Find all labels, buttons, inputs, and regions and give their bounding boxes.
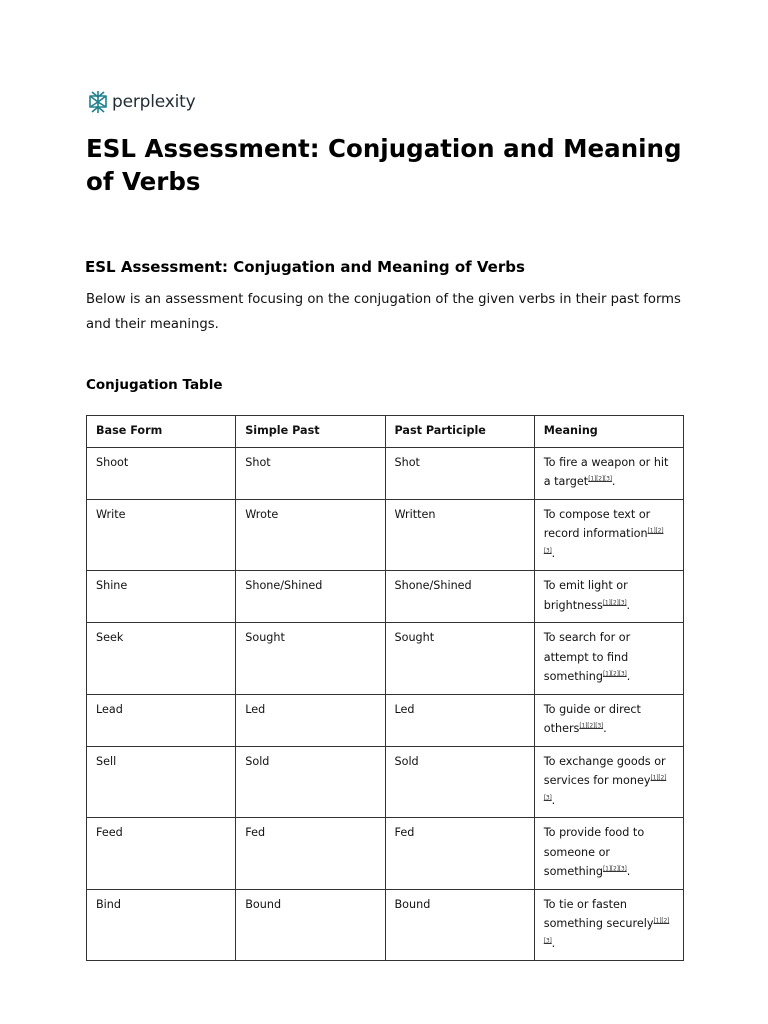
- table-row: [87, 818, 684, 890]
- cell-simple-past: Sold: [236, 746, 385, 818]
- header-simple-past: Simple Past: [236, 416, 385, 448]
- table-heading: Conjugation Table: [86, 377, 223, 393]
- document-title: ESL Assessment: Conjugation and Meaning of Verbs: [86, 134, 682, 196]
- perplexity-logo-icon: [88, 90, 108, 114]
- table-row: [87, 447, 684, 499]
- table-row: [87, 889, 684, 961]
- cell-past-participle: Bound: [385, 889, 534, 961]
- table-row: [87, 623, 684, 695]
- cell-base-form: Sell: [87, 746, 236, 818]
- table-row: [87, 694, 684, 746]
- meaning-text: To compose text or record information: [543, 507, 651, 540]
- cell-base-form: Write: [87, 499, 236, 571]
- brand-name: perplexity: [112, 92, 196, 112]
- meaning-text: To exchange goods or services for money: [543, 754, 666, 787]
- cell-past-participle: Led: [385, 694, 534, 746]
- table-row: [87, 499, 684, 571]
- cell-base-form: Shine: [87, 571, 236, 623]
- cell-past-participle: Sought: [385, 623, 534, 695]
- cell-past-participle: Fed: [385, 818, 534, 890]
- meaning-text: To provide food to someone or something: [543, 826, 645, 878]
- conjugation-table: [86, 415, 684, 961]
- cell-base-form: Bind: [87, 889, 236, 961]
- cell-simple-past: Shot: [236, 447, 385, 499]
- meaning-text: To tie or fasten something securely: [543, 897, 654, 930]
- meaning-text: To search for or attempt to find something: [543, 631, 631, 683]
- cell-simple-past: Wrote: [236, 499, 385, 571]
- cell-past-participle: Sold: [385, 746, 534, 818]
- cell-meaning: To fire a weapon or hit a target[1][2][3].: [534, 447, 683, 499]
- citation-link[interactable]: [1][2][3]: [543, 527, 664, 554]
- meaning-text: To emit light or brightness: [543, 579, 628, 612]
- cell-past-participle: Shot: [385, 447, 534, 499]
- citation-link[interactable]: [1][2][3]: [543, 917, 670, 944]
- table-row: [87, 571, 684, 623]
- section-heading: ESL Assessment: Conjugation and Meaning of Verbs: [85, 258, 525, 276]
- intro-paragraph: Below is an assessment focusing on the conjugation of the given verbs in their past forms and their meanings.: [86, 292, 681, 332]
- citation-link[interactable]: [1][2][3]: [602, 865, 627, 873]
- header-meaning: Meaning: [534, 416, 683, 448]
- table-header-row: [87, 416, 684, 448]
- cell-base-form: Seek: [87, 623, 236, 695]
- cell-simple-past: Bound: [236, 889, 385, 961]
- cell-meaning: To compose text or record information[1][2][3].: [534, 499, 683, 571]
- citation-link[interactable]: [1][2][3]: [602, 670, 627, 678]
- cell-meaning: To provide food to someone or something[1][2][3].: [534, 818, 683, 890]
- cell-simple-past: Fed: [236, 818, 385, 890]
- citation-link[interactable]: [1][2][3]: [602, 598, 627, 606]
- citation-link[interactable]: [1][2][3]: [579, 722, 604, 730]
- cell-simple-past: Led: [236, 694, 385, 746]
- cell-meaning: To guide or direct others[1][2][3].: [534, 694, 683, 746]
- citation-link[interactable]: [1][2][3]: [588, 475, 612, 483]
- meaning-text: To fire a weapon or hit a target: [543, 455, 669, 488]
- cell-meaning: To search for or attempt to find something[1][2][3].: [534, 623, 683, 695]
- cell-past-participle: Written: [385, 499, 534, 571]
- cell-meaning: To exchange goods or services for money[1][2][3].: [534, 746, 683, 818]
- cell-meaning: To tie or fasten something securely[1][2][3].: [534, 889, 683, 961]
- cell-past-participle: Shone/Shined: [385, 571, 534, 623]
- cell-simple-past: Sought: [236, 623, 385, 695]
- header-past-participle: Past Participle: [385, 416, 534, 448]
- cell-base-form: Shoot: [87, 447, 236, 499]
- meaning-text: To guide or direct others: [543, 702, 641, 735]
- cell-base-form: Lead: [87, 694, 236, 746]
- brand-logo: [88, 90, 195, 114]
- table-row: [87, 746, 684, 818]
- cell-meaning: To emit light or brightness[1][2][3].: [534, 571, 683, 623]
- citation-link[interactable]: [1][2][3]: [543, 774, 667, 801]
- cell-base-form: Feed: [87, 818, 236, 890]
- cell-simple-past: Shone/Shined: [236, 571, 385, 623]
- header-base-form: Base Form: [87, 416, 236, 448]
